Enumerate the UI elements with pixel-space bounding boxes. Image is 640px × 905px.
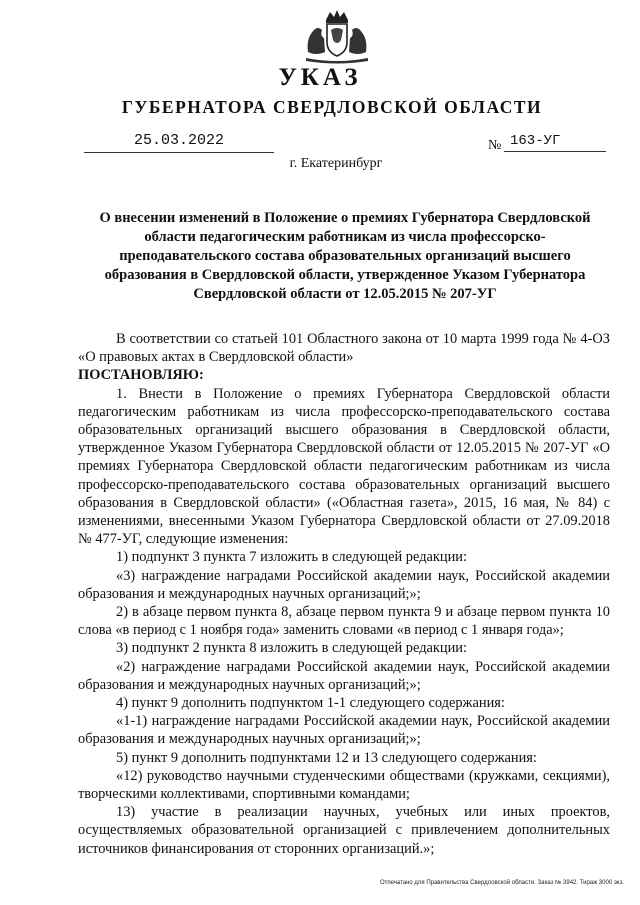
decree-body xyxy=(78,330,610,858)
city-name: г. Екатеринбург xyxy=(289,156,383,171)
paragraph-2: 1) подпункт 3 пункта 7 изложить в следующей редакции: xyxy=(116,549,467,566)
decree-number: 163-УГ xyxy=(504,132,606,152)
paragraph-1: 1. Внести в Положение о премиях Губернатора Свердловской области педагогическим работникам из числа профессорско-преподавательского состава образовательных организаций высшего образования в Свердловской области, утвержденное Указом Губернатора Свердловской области от 12.05.2015 № 207-УГ «О премиях Губернатора Свердловской области педагогическим работникам из числа профессорско-преподавательского состава образовательных организаций высшего образования в Свердловской области» («Областная газета», 2015, 16 мая, № 84) с изменениями, внесенными Указом Губернатора Свердловской области от 27.09.2018 № 477-УГ, следующие изменения: xyxy=(78,385,610,548)
paragraph-4: 2) в абзаце первом пункта 8, абзаце первом пункта 9 и абзаце первом пункта 10 слова «в период с 1 ноября года» заменить словами «в период с 1 января года»; xyxy=(78,604,610,639)
decree-keyword: ПОСТАНОВЛЯЮ: xyxy=(78,367,204,384)
issuer-title: ГУБЕРНАТОРА СВЕРДЛОВСКОЙ ОБЛАСТИ xyxy=(121,97,543,117)
paragraph-6: «2) награждение наградами Российской академии наук, Российской академии образования и международных научных организаций;»; xyxy=(78,658,610,693)
paragraph-3: «3) награждение наградами Российской академии наук, Российской академии образования и международных научных организаций;»; xyxy=(78,567,610,602)
decree-heading: О внесении изменений в Положение о премиях Губернатора Свердловской области педагогическим работникам из числа профессорско-преподавательского состава образовательных организаций высшего образования в Свердловской области, утвержденное Указом Губернатора Свердловской области от 12.05.2015 № 207-УГ xyxy=(99,210,591,302)
paragraph-9: 5) пункт 9 дополнить подпунктами 12 и 13 следующего содержания: xyxy=(116,749,537,766)
paragraph-8: «1-1) награждение наградами Российской академии наук, Российской академии образования и международных научных организаций;»; xyxy=(78,713,610,748)
intro-paragraph: В соответствии со статьей 101 Областного закона от 10 марта 1999 года № 4-ОЗ «О правовых актах в Свердловской области» xyxy=(78,331,610,366)
paragraph-11: 13) участие в реализации научных, учебных или иных проектов, осуществляемых образовательной организацией с привлечением дополнительных источников финансирования от сторонних организаций.»; xyxy=(78,804,610,857)
document-title: УКАЗ xyxy=(278,64,362,91)
number-sign: № xyxy=(488,138,502,153)
paragraph-7: 4) пункт 9 дополнить подпунктом 1-1 следующего содержания: xyxy=(116,695,505,712)
print-footer: Отпечатано для Правительства Свердловской области. Заказ № 3942. Тираж 3000 экз. xyxy=(379,880,624,886)
decree-date: 25.03.2022 xyxy=(84,132,274,153)
paragraph-10: «12) руководство научными студенческими обществами (кружками, секциями), творческими коллективами, спортивными командами; xyxy=(78,767,610,803)
paragraph-5: 3) подпункт 2 пункта 8 изложить в следующей редакции: xyxy=(116,640,467,657)
coat-of-arms-icon xyxy=(300,8,374,66)
